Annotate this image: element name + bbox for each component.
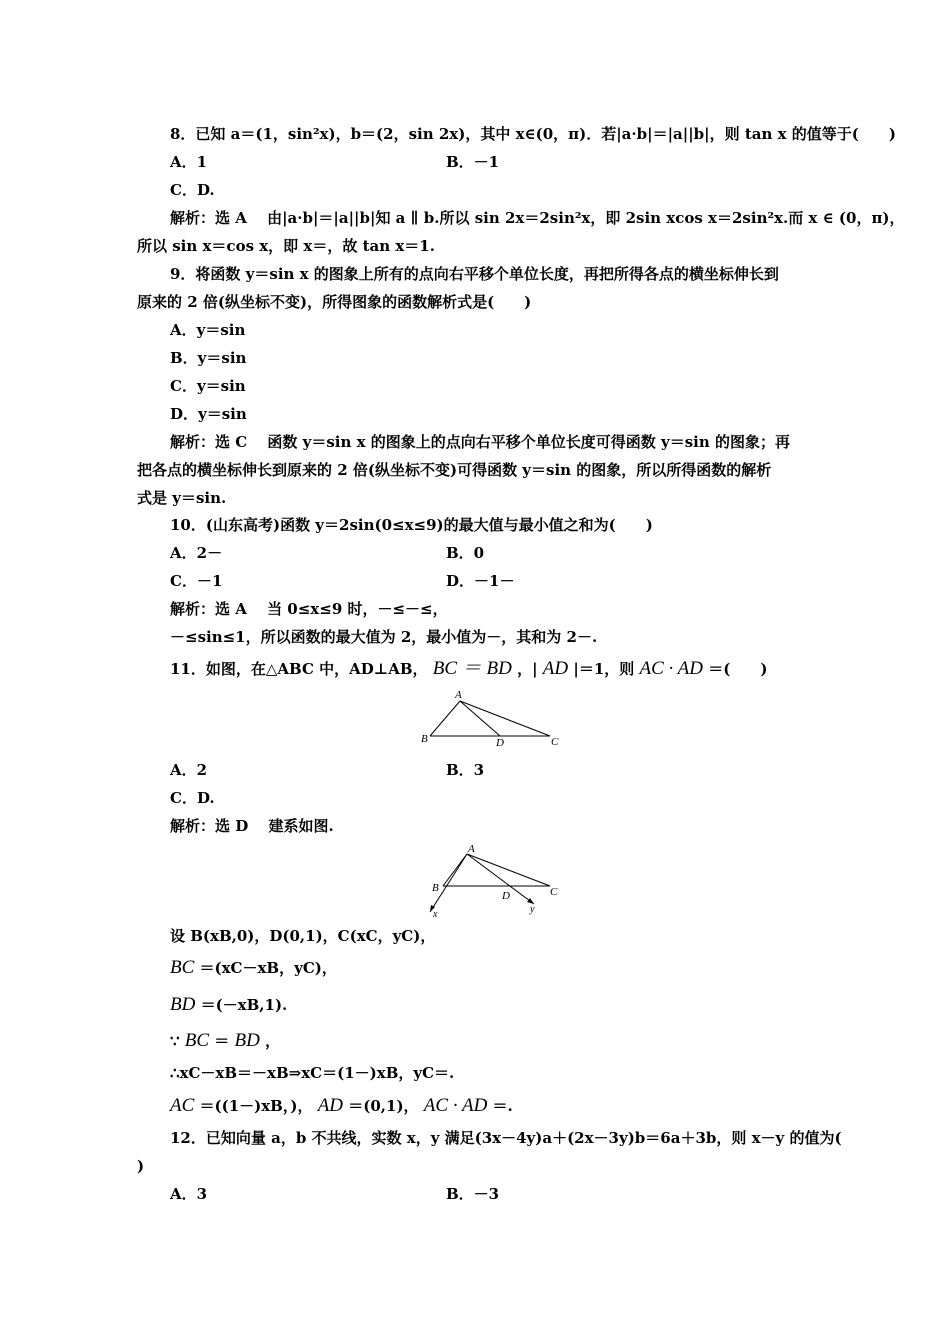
q8-solution-line2: 所以 sin x＝cos x，即 x＝，故 tan x＝1. <box>137 237 435 255</box>
q11-stem-pre: 11．如图，在△ABC 中，AD⊥AB， <box>170 660 428 678</box>
coordinate-figure-2 <box>420 840 565 920</box>
q11-solution-because <box>170 1031 280 1051</box>
q10-option-d: D．－1－ <box>446 572 515 590</box>
q9-solution-line3: 式是 y＝sin. <box>137 489 227 507</box>
q9-solution-line2: 把各点的横坐标伸长到原来的 2 倍(纵坐标不变)可得函数 y＝sin 的图象，所以所得函数的解析 <box>137 461 772 479</box>
q8-option-a: A．1 <box>170 153 208 171</box>
fig2-label-c: C <box>550 886 558 898</box>
fig1-edge-ad <box>460 701 500 736</box>
vector-bd: BD <box>486 658 512 679</box>
q9-option-c: C．y＝sin <box>170 377 246 395</box>
q9-option-a: A．y＝sin <box>170 321 246 339</box>
fig1-edge-ac <box>460 701 550 736</box>
q11-solution-therefore: ∴xC－xB＝－xB⇒xC＝(1－)xB，yC＝. <box>170 1064 455 1082</box>
q11-option-cd: C．D. <box>170 789 215 807</box>
q8-option-b: B．－1 <box>446 153 500 171</box>
bd-value: ＝(－xB,1). <box>200 996 288 1014</box>
equals-sign: ＝ <box>462 658 482 679</box>
fig2-edge-ac <box>467 854 550 886</box>
q11-solution-ac-ad <box>170 1096 513 1116</box>
q11-stem <box>170 659 767 679</box>
q9-option-b: B．y＝sin <box>170 349 247 367</box>
fig1-edge-ab <box>430 701 460 736</box>
comma: ， <box>265 1032 281 1050</box>
vector-bd: BD <box>234 1030 260 1051</box>
vector-ac: AC <box>170 1095 195 1116</box>
fig1-label-b: B <box>421 733 428 745</box>
q11-solution-bc <box>170 958 337 978</box>
fig2-label-a: A <box>468 843 475 855</box>
ac-value: ＝((1－)xB，)， <box>199 1097 313 1115</box>
q8-option-cd: C．D. <box>170 181 215 199</box>
q10-solution-line1: 解析：选 A 当 0≤x≤9 时，－≤－≤， <box>170 600 448 618</box>
q12-stem-line1: 12．已知向量 a，b 不共线，实数 x，y 满足(3x－4y)a＋(2x－3y)b＝6a＋3b，则 x－y 的值为( <box>170 1129 842 1147</box>
q11-option-a: A．2 <box>170 761 208 779</box>
q10-option-b: B．0 <box>446 544 485 562</box>
q10-solution-line2: －≤sin≤1，所以函数的最大值为 2，最小值为－，其和为 2－. <box>170 628 598 646</box>
dot-product-value: ＝. <box>492 1097 513 1115</box>
q12-option-b: B．－3 <box>446 1185 500 1203</box>
fig2-label-y: y <box>530 904 535 915</box>
q8-solution-line1: 解析：选 A 由|a·b|＝|a||b|知 a ∥ b.所以 sin 2x＝2sin²x，即 2sin xcos x＝2sin²x.而 x ∈ (0，π)， <box>170 209 905 227</box>
fig1-label-a: A <box>455 689 462 701</box>
fig1-label-d: D <box>496 737 504 748</box>
q12-stem-line2: ) <box>137 1157 145 1175</box>
fig2-label-x: x <box>433 909 438 920</box>
q8-stem: 8．已知 a＝(1，sin²x)，b＝(2，sin 2x)，其中 x∈(0，π)．若|a·b|＝|a||b|，则 tan x 的值等于( ) <box>170 125 896 143</box>
bc-value: ＝(xC－xB，yC)， <box>199 959 337 977</box>
vector-bc: BC <box>170 957 195 978</box>
q11-solution-line1: 解析：选 D 建系如图. <box>170 817 334 835</box>
fig2-label-b: B <box>432 882 439 894</box>
equals-sign: ＝ <box>214 1032 230 1050</box>
because-symbol: ∵ <box>170 1032 180 1050</box>
q10-option-c: C．－1 <box>170 572 223 590</box>
q11-solution-coords: 设 B(xB,0)，D(0,1)，C(xC，yC)， <box>170 927 436 945</box>
vector-ac-dot-ad: AC · AD <box>639 658 704 679</box>
q12-option-a: A．3 <box>170 1185 208 1203</box>
fig2-label-d: D <box>502 890 510 902</box>
q9-stem-line2: 原来的 2 倍(纵坐标不变)，所得图象的函数解析式是( ) <box>137 293 532 311</box>
vector-bc: BC <box>184 1030 210 1051</box>
vector-bc: BC <box>432 658 458 679</box>
q11-option-b: B．3 <box>446 761 485 779</box>
vector-ac-dot-ad: AC · AD <box>423 1095 488 1116</box>
fig2-y-axis <box>467 854 534 904</box>
q10-option-a: A．2－ <box>170 544 223 562</box>
q9-option-d: D．y＝sin <box>170 405 247 423</box>
q11-stem-end: ＝( ) <box>708 660 768 678</box>
q11-solution-bd <box>170 995 287 1015</box>
vector-ad: AD <box>317 1095 344 1116</box>
q11-stem-mid: ，| <box>517 660 538 678</box>
fig1-label-c: C <box>551 736 559 748</box>
q9-stem-line1: 9．将函数 y＝sin x 的图象上所有的点向右平移个单位长度，再把所得各点的横坐标伸长到 <box>170 265 779 283</box>
q10-stem: 10．(山东高考)函数 y＝2sin(0≤x≤9)的最大值与最小值之和为( ) <box>170 516 653 534</box>
q11-stem-post: |＝1，则 <box>573 660 635 678</box>
triangle-figure-1 <box>415 686 565 748</box>
q9-solution-line1: 解析：选 C 函数 y＝sin x 的图象上的点向右平移个单位长度可得函数 y＝sin 的图象；再 <box>170 433 790 451</box>
vector-bd: BD <box>170 994 196 1015</box>
vector-ad: AD <box>542 658 569 679</box>
ad-value: ＝(0,1)， <box>348 1097 419 1115</box>
